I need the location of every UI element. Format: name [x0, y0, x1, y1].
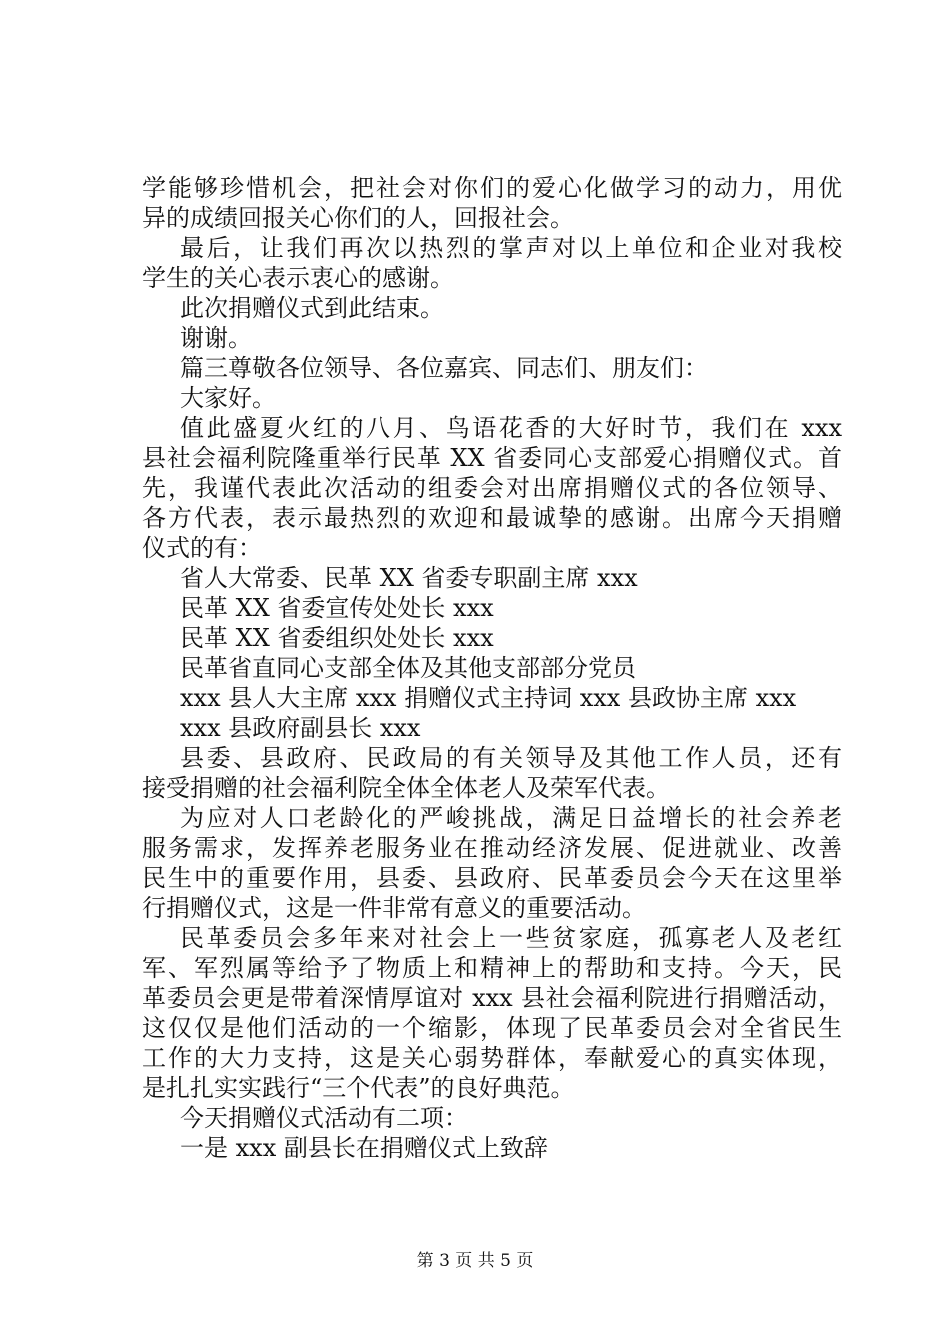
text-line: 仪式的有：	[142, 534, 262, 562]
text-line: 民革委员会多年来对社会上一些贫家庭，孤寡老人及老红	[180, 924, 842, 952]
text-line: 先，我谨代表此次活动的组委会对出席捐赠仪式的各位领导、	[142, 474, 842, 502]
text-line: 县委、县政府、民政局的有关领导及其他工作人员，还有	[180, 744, 842, 772]
text-line: 革委员会更是带着深情厚谊对 xxx 县社会福利院进行捐赠活动，	[142, 984, 842, 1012]
text-line: 此次捐赠仪式到此结束。	[180, 294, 444, 322]
text-line: 行捐赠仪式，这是一件非常有意义的重要活动。	[142, 894, 646, 922]
document-body	[142, 173, 842, 1163]
page-footer: 第 3 页 共 5 页	[416, 1251, 534, 1271]
text-line: xxx 县政府副县长 xxx	[180, 714, 421, 742]
text-line: 服务需求，发挥养老服务业在推动经济发展、促进就业、改善	[142, 834, 842, 862]
text-line: 军、军烈属等给予了物质上和精神上的帮助和支持。今天，民	[142, 954, 842, 982]
text-line: 民革 XX 省委宣传处处长 xxx	[180, 594, 494, 622]
text-line: 一是 xxx 副县长在捐赠仪式上致辞	[180, 1134, 548, 1162]
text-line: 大家好。	[180, 384, 276, 412]
text-line: 省人大常委、民革 XX 省委专职副主席 xxx	[180, 564, 638, 592]
text-line: 今天捐赠仪式活动有二项：	[180, 1104, 468, 1132]
text-line: 接受捐赠的社会福利院全体全体老人及荣军代表。	[142, 774, 670, 802]
text-line: 最后，让我们再次以热烈的掌声对以上单位和企业对我校	[180, 234, 842, 262]
text-line: 民生中的重要作用，县委、县政府、民革委员会今天在这里举	[142, 864, 842, 892]
text-line: 谢谢。	[180, 324, 252, 352]
text-line: 是扎扎实实践行“三个代表”的良好典范。	[142, 1074, 575, 1102]
text-line: 为应对人口老龄化的严峻挑战，满足日益增长的社会养老	[180, 804, 842, 832]
text-line: xxx 县人大主席 xxx 捐赠仪式主持词 xxx 县政协主席 xxx	[180, 684, 797, 712]
text-line: 学生的关心表示衷心的感谢。	[142, 264, 454, 292]
text-line: 工作的大力支持，这是关心弱势群体，奉献爱心的真实体现，	[142, 1044, 842, 1072]
text-line: 各方代表，表示最热烈的欢迎和最诚挚的感谢。出席今天捐赠	[142, 504, 842, 532]
text-line: 民革 XX 省委组织处处长 xxx	[180, 624, 494, 652]
text-line: 异的成绩回报关心你们的人，回报社会。	[142, 204, 574, 232]
text-line: 这仅仅是他们活动的一个缩影，体现了民革委员会对全省民生	[142, 1014, 842, 1042]
text-line: 民革省直同心支部全体及其他支部部分党员	[180, 654, 636, 682]
text-line: 值此盛夏火红的八月、鸟语花香的大好时节，我们在 xxx	[180, 414, 842, 442]
text-line: 学能够珍惜机会，把社会对你们的爱心化做学习的动力，用优	[142, 174, 842, 202]
text-line: 县社会福利院隆重举行民革 XX 省委同心支部爱心捐赠仪式。首	[142, 444, 842, 472]
text-line: 篇三尊敬各位领导、各位嘉宾、同志们、朋友们：	[180, 354, 708, 382]
